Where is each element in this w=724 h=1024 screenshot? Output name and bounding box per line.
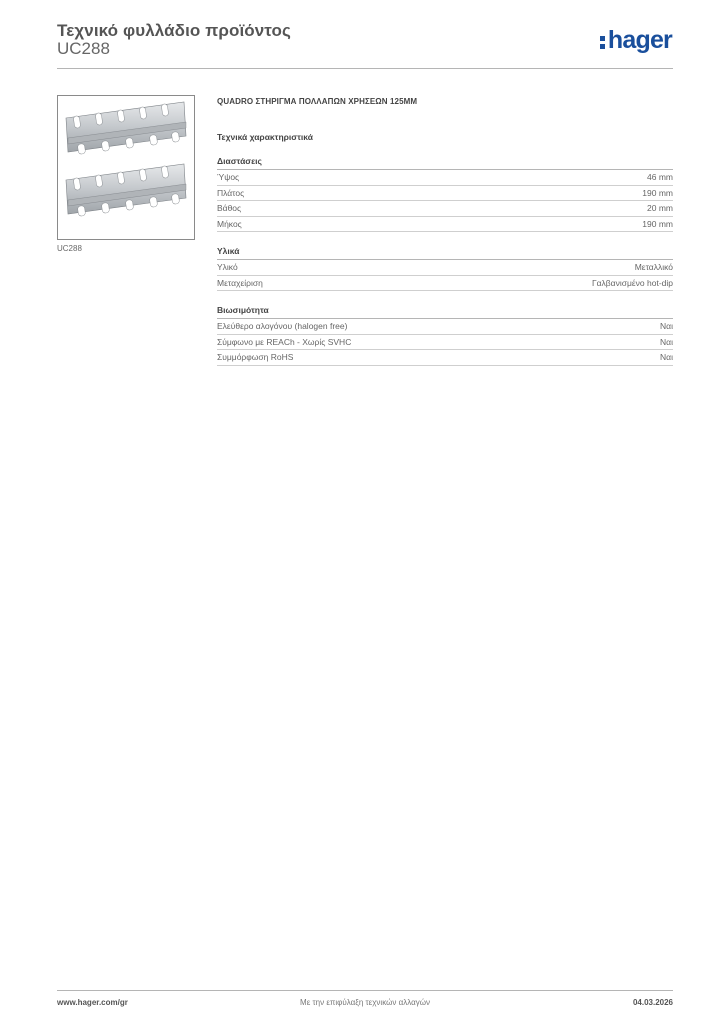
product-code: UC288 — [57, 39, 110, 58]
spec-label: Μήκος — [217, 218, 242, 229]
spec-row — [217, 335, 673, 351]
mounting-rail-product-photo-icon — [58, 96, 194, 239]
page-footer — [57, 998, 673, 1010]
spec-row — [217, 170, 673, 186]
spec-row — [217, 350, 673, 366]
specs-heading: Τεχνικά χαρακτηριστικά — [217, 132, 313, 142]
spec-row — [217, 260, 673, 276]
spec-group-title: Βιωσιμότητα — [217, 305, 673, 319]
spec-group-materials — [217, 246, 673, 291]
footer-date: 04.03.2026 — [632, 998, 673, 1007]
spec-label: Βάθος — [217, 203, 242, 213]
footer-notice: Με την επιφύλαξη τεχνικών αλλαγών — [300, 998, 430, 1007]
spec-row — [217, 201, 673, 217]
spec-value: 20 mm — [647, 203, 673, 213]
spec-label: Πλάτος — [217, 187, 245, 198]
page-header — [57, 18, 672, 68]
product-image — [57, 95, 195, 240]
spec-value: 190 mm — [642, 218, 673, 229]
spec-label: Μεταχείριση — [217, 277, 263, 288]
spec-group-title: Διαστάσεις — [217, 156, 673, 170]
logo-text: hager — [607, 26, 672, 54]
spec-group-dimensions — [217, 156, 673, 232]
image-caption: UC288 — [57, 244, 82, 253]
footer-divider — [57, 990, 673, 991]
spec-group-sustainability — [217, 305, 673, 366]
spec-value: Ναι — [660, 352, 673, 362]
spec-group-title: Υλικά — [217, 246, 673, 260]
spec-value: 190 mm — [642, 187, 673, 198]
header-divider — [57, 68, 673, 69]
spec-label: Ύψος — [217, 172, 240, 182]
document-title: Τεχνικό φυλλάδιο προϊόντος — [57, 21, 291, 40]
spec-value: 46 mm — [647, 172, 673, 182]
spec-value: Ναι — [660, 336, 673, 347]
spec-value: Ναι — [660, 321, 673, 331]
spec-value: Γαλβανισμένο hot-dip — [591, 277, 673, 288]
spec-row — [217, 217, 673, 233]
spec-label: Σύμφωνο με REACh - Χωρίς SVHC — [217, 336, 352, 347]
spec-label: Ελεύθερο αλογόνου (halogen free) — [217, 321, 348, 331]
spec-value: Μεταλλικό — [634, 262, 673, 272]
product-details — [217, 97, 673, 366]
hager-logo — [600, 26, 672, 55]
product-name: QUADRO ΣΤΗΡΙΓΜΑ ΠΟΛΛΑΠΩΝ ΧΡΗΣΕΩΝ 125ΜΜ — [217, 97, 418, 106]
footer-website-link[interactable]: www.hager.com/gr — [57, 998, 128, 1007]
spec-row — [217, 186, 673, 202]
spec-label: Συμμόρφωση RoHS — [217, 352, 294, 362]
spec-row — [217, 319, 673, 335]
logo-colon-icon — [600, 35, 606, 49]
spec-label: Υλικό — [217, 262, 238, 272]
spec-row — [217, 276, 673, 292]
